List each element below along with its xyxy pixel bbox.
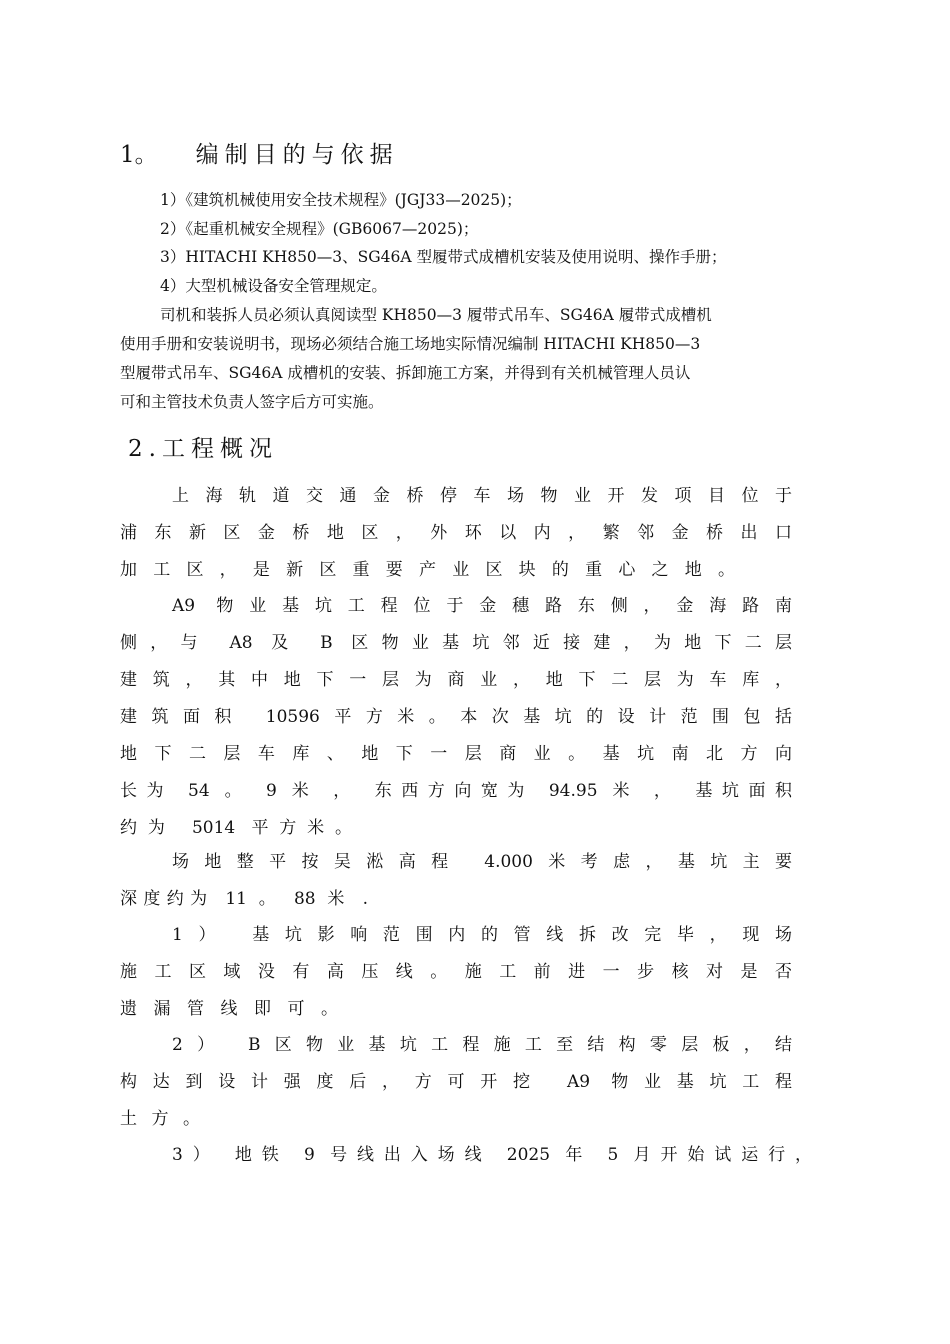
section-1-heading bbox=[120, 136, 399, 169]
paragraph-line: 司机和装拆人员必须认真阅读型 KH850—3 履带式吊车、SG46A 履带式成槽机 bbox=[160, 306, 712, 324]
reference-item-3: 3）HITACHI KH850—3、SG46A 型履带式成槽机安装及使用说明、操作手册； bbox=[160, 248, 727, 266]
overview-line: 施工区域没有高压线。施工前进一步核对是否 bbox=[120, 962, 792, 982]
overview-line: 1） 基坑影响范围内的管线拆改完毕，现场 bbox=[172, 925, 792, 945]
section-1-title: 编制目的与依据 bbox=[195, 142, 399, 168]
overview-line: 地下二层车库、地下一层商业。基坑南北方向 bbox=[120, 744, 792, 764]
paragraph-line: 型履带式吊车、SG46A 成槽机的安装、拆卸施工方案，并得到有关机械管理人员认 bbox=[120, 364, 691, 382]
overview-line: 3） 地铁 9 号线出入场线 2025 年 5 月开始试运行， bbox=[172, 1145, 812, 1165]
overview-line: 约为 5014 平方米。 bbox=[120, 818, 352, 838]
overview-line: 构达到设计强度后，方可开挖 A9 物业基坑工程 bbox=[120, 1072, 792, 1092]
paragraph-line: 可和主管技术负责人签字后方可实施。 bbox=[120, 393, 384, 411]
overview-line: 场地整平按吴淞高程 4.000米考虑，基坑主要 bbox=[172, 852, 792, 872]
overview-line: 土方。 bbox=[120, 1109, 200, 1129]
overview-line: 上海轨道交通金桥停车场物业开发项目位于 bbox=[172, 486, 792, 506]
overview-line: 加工区，是新区重要产业区块的重心之地。 bbox=[120, 560, 735, 580]
reference-item-1: 1）《建筑机械使用安全技术规程》(JGJ33—2025)； bbox=[160, 191, 522, 209]
overview-line: A9 物业基坑工程位于金穗路东侧，金海路南 bbox=[172, 596, 792, 616]
reference-item-2: 2）《起重机械安全规程》(GB6067—2025)； bbox=[160, 220, 479, 238]
section-1-number: 1。 bbox=[120, 142, 158, 168]
overview-line: 建筑，其中地下一层为商业，地下二层为车库， bbox=[120, 670, 792, 690]
reference-item-4: 4）大型机械设备安全管理规定。 bbox=[160, 277, 387, 295]
paragraph-line: 使用手册和安装说明书，现场必须结合施工场地实际情况编制 HITACHI KH850—3 bbox=[120, 335, 701, 353]
overview-line: 侧，与 A8 及 B 区物业基坑邻近接建，为地下二层 bbox=[120, 633, 792, 653]
overview-line: 建筑面积 10596平方米。本次基坑的设计范围包括 bbox=[120, 707, 792, 727]
overview-line: 浦东新区金桥地区，外环以内，繁邻金桥出口 bbox=[120, 523, 792, 543]
overview-line: 2） B区物业基坑工程施工至结构零层板，结 bbox=[172, 1035, 792, 1055]
overview-line: 长为 54 。 9 米 ， 东西方向宽为 94.95 米 ， 基坑面积 bbox=[120, 781, 792, 801]
overview-line: 遗漏管线即可。 bbox=[120, 999, 338, 1019]
section-2-heading: 2.工程概况 bbox=[128, 436, 278, 462]
overview-line: 深度约为 11 。 88 米 . bbox=[120, 889, 368, 909]
